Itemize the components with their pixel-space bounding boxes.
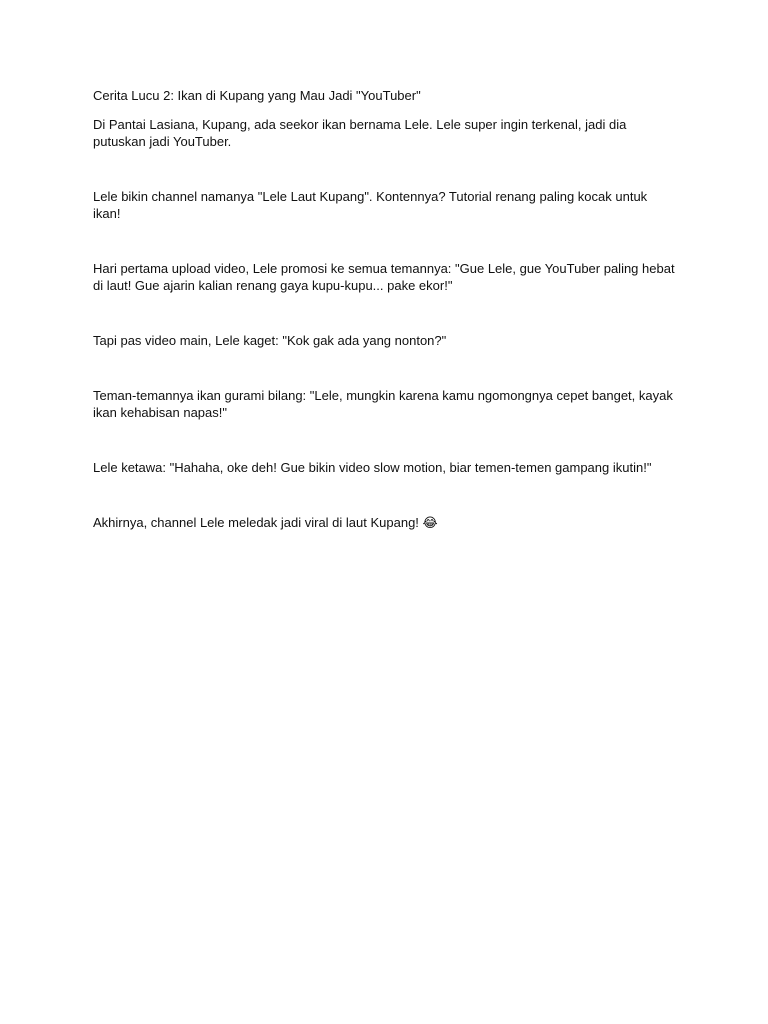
document-title: Cerita Lucu 2: Ikan di Kupang yang Mau Jadi "YouTuber" bbox=[93, 88, 421, 103]
paragraph: Tapi pas video main, Lele kaget: "Kok gak ada yang nonton?" bbox=[93, 333, 447, 348]
paragraph-spacer bbox=[93, 150, 678, 188]
paragraph: Teman-temannya ikan gurami bilang: "Lele, mungkin karena kamu ngomongnya cepet banget, kayak ikan kehabisan napas!" bbox=[93, 388, 673, 420]
paragraph: Hari pertama upload video, Lele promosi ke semua temannya: "Gue Lele, gue YouTuber paling hebat di laut! Gue ajarin kalian renang gaya kupu-kupu... pake ekor!" bbox=[93, 261, 675, 293]
paragraph-spacer bbox=[93, 421, 678, 459]
paragraph-spacer bbox=[93, 222, 678, 260]
paragraph: Lele bikin channel namanya "Lele Laut Kupang". Kontennya? Tutorial renang paling kocak untuk ikan! bbox=[93, 189, 648, 221]
paragraph-spacer bbox=[93, 476, 678, 514]
document-body bbox=[93, 87, 678, 531]
paragraph: Di Pantai Lasiana, Kupang, ada seekor ikan bernama Lele. Lele super ingin terkenal, jadi dia putuskan jadi YouTuber. bbox=[93, 117, 627, 149]
paragraph-spacer bbox=[93, 349, 678, 387]
paragraph: Akhirnya, channel Lele meledak jadi viral di laut Kupang! 😂 bbox=[93, 515, 438, 530]
paragraph: Lele ketawa: "Hahaha, oke deh! Gue bikin video slow motion, biar temen-temen gampang ikutin!" bbox=[93, 460, 652, 475]
paragraph-spacer bbox=[93, 294, 678, 332]
